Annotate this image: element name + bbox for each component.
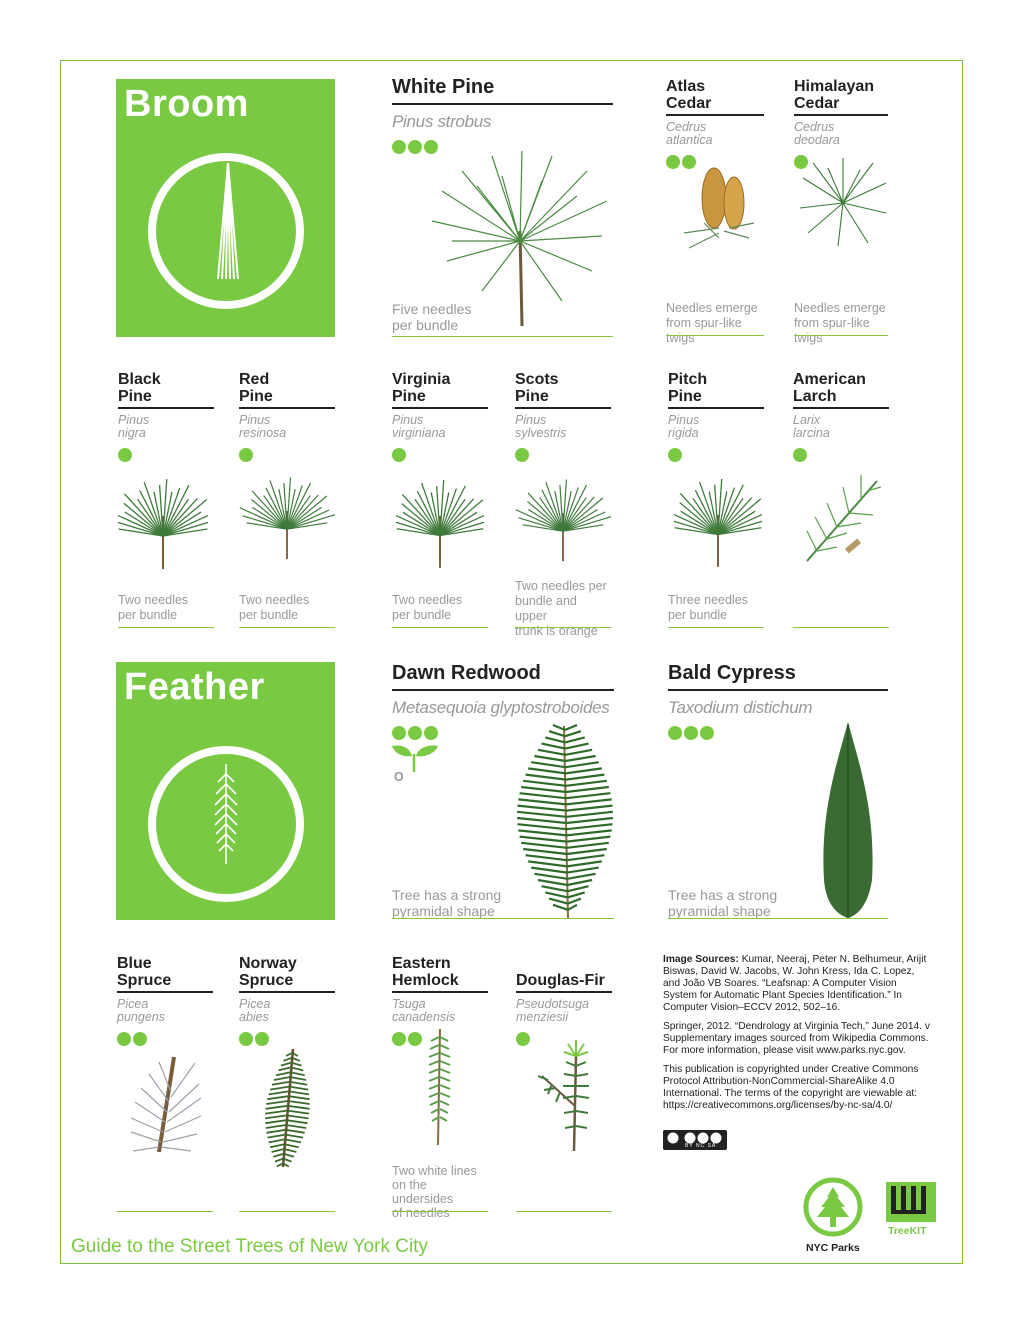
size-dot — [700, 726, 714, 740]
tree-name: Red Pine — [239, 371, 335, 409]
creative-commons-badge — [663, 1130, 727, 1150]
size-dot — [668, 726, 682, 740]
virginia-pine-image — [396, 461, 484, 571]
tree-latin-name: Larix larcina — [793, 413, 830, 440]
divider — [794, 335, 888, 336]
tree-name: Douglas-Fir — [516, 972, 612, 993]
tree-latin-name: Pinus resinosa — [239, 413, 287, 440]
size-dot — [684, 726, 698, 740]
tree-note: Five needles per bundle — [392, 301, 472, 333]
tree-card-himalayan-cedar — [794, 78, 888, 345]
size-dot — [255, 1032, 269, 1046]
tree-name: Blue Spruce — [117, 955, 213, 993]
tree-name: Virginia Pine — [392, 371, 488, 409]
divider — [515, 627, 611, 628]
tree-name: Eastern Hemlock — [392, 955, 488, 993]
tree-name: Atlas Cedar — [666, 78, 764, 116]
tree-card-pitch-pine — [668, 371, 764, 629]
tree-card-norway-spruce — [239, 955, 335, 1213]
broom-icon — [146, 151, 306, 311]
feather-icon — [146, 744, 306, 904]
tree-card-bald-cypress — [668, 662, 888, 920]
size-dot — [118, 448, 132, 462]
tree-card-white-pine — [392, 76, 613, 338]
divider — [118, 627, 214, 628]
deciduous-badge: O — [394, 770, 404, 784]
tree-latin-name: Cedrus atlantica — [666, 120, 713, 147]
divider — [793, 627, 889, 628]
divider — [666, 335, 764, 336]
divider — [392, 627, 488, 628]
himalayan-cedar-image — [798, 158, 888, 248]
american-larch-image — [797, 461, 887, 571]
size-dots — [515, 448, 611, 462]
tree-card-red-pine — [239, 371, 335, 629]
tree-latin-name: Pinus strobus — [392, 112, 492, 131]
norway-spruce-image — [257, 1045, 317, 1170]
blue-spruce-image — [119, 1047, 209, 1157]
tree-latin-name: Picea abies — [239, 997, 271, 1024]
tree-latin-name: Pseudotsuga menziesii — [516, 997, 589, 1024]
divider — [668, 918, 888, 919]
divider — [516, 1211, 612, 1212]
tree-card-dawn-redwood — [392, 662, 614, 920]
tree-name: Bald Cypress — [668, 662, 888, 691]
divider — [392, 918, 614, 919]
dawn-redwood-image — [514, 722, 614, 922]
category-feather — [116, 662, 335, 920]
size-dot — [392, 726, 406, 740]
size-dots — [239, 1032, 335, 1046]
tree-note: Two needles per bundle and upper trunk is orange — [515, 579, 607, 638]
size-dots — [117, 1032, 213, 1046]
scots-pine-image — [515, 463, 611, 563]
divider — [392, 1211, 488, 1212]
tree-latin-name: Pinus nigra — [118, 413, 150, 440]
nyc-parks-logo — [803, 1177, 863, 1237]
tree-note: Tree has a strong pyramidal shape — [668, 887, 778, 919]
tree-name: Norway Spruce — [239, 955, 335, 993]
size-dots — [793, 448, 889, 462]
tree-note: Tree has a strong pyramidal shape — [392, 887, 502, 919]
tree-latin-name: Cedrus deodara — [794, 120, 840, 147]
credits-sources: Kumar, Neeraj, Peter N. Belhumeur, Arijit Biswas, David W. Jacobs, W. John Kress, Ida C. Lopez, and João VB Soares. “Leafsnap: A Computer Vision System for Automatic Plant Species Identification.” In Computer Vision–ECCV 2012, 502–16. — [663, 954, 927, 1013]
tree-card-black-pine — [118, 371, 214, 629]
tree-latin-name: Pinus sylvestris — [515, 413, 567, 440]
size-dot — [392, 1032, 406, 1046]
cc-badge-text: BY NC SA — [685, 1143, 717, 1149]
tree-card-blue-spruce — [117, 955, 213, 1213]
category-title: Broom — [124, 83, 249, 125]
size-dots — [392, 448, 488, 462]
tree-name: Scots Pine — [515, 371, 611, 409]
tree-latin-name: Picea pungens — [117, 997, 165, 1024]
tree-latin-name: Taxodium distichum — [668, 698, 813, 717]
divider — [392, 336, 613, 337]
treekit-label: TreeKIT — [888, 1225, 927, 1237]
nyc-parks-label: NYC Parks — [806, 1242, 860, 1254]
divider — [668, 627, 764, 628]
size-dots — [118, 448, 214, 462]
tree-note: Needles emerge from spur-like twigs — [794, 301, 886, 345]
tree-card-douglas-fir — [516, 972, 612, 1213]
size-dot — [392, 140, 406, 154]
tree-note: Two needles per bundle — [392, 593, 463, 622]
image-credits — [663, 954, 933, 1119]
size-dot — [408, 140, 422, 154]
tree-note: Two needles per bundle — [239, 593, 310, 622]
pitch-pine-image — [674, 459, 762, 571]
tree-name: Himalayan Cedar — [794, 78, 888, 116]
bald-cypress-image — [818, 720, 878, 920]
eastern-hemlock-image — [418, 1027, 458, 1147]
size-dot — [239, 1032, 253, 1046]
size-dot — [117, 1032, 131, 1046]
red-pine-image — [239, 461, 335, 561]
tree-name: Black Pine — [118, 371, 214, 409]
tree-name: Dawn Redwood — [392, 662, 614, 691]
category-title: Feather — [124, 666, 265, 708]
tree-latin-name: Tsuga canadensis — [392, 997, 456, 1024]
size-dot — [515, 448, 529, 462]
size-dot — [239, 448, 253, 462]
douglas-fir-image — [524, 1036, 604, 1156]
tree-card-virginia-pine — [392, 371, 488, 629]
tree-name: American Larch — [793, 371, 889, 409]
tree-latin-name: Pinus rigida — [668, 413, 700, 440]
divider — [239, 627, 335, 628]
divider — [239, 1211, 335, 1212]
atlas-cedar-image — [674, 153, 764, 253]
black-pine-image — [118, 461, 208, 571]
credits-springer: Springer, 2012. “Dendrology at Virginia Tech,” June 2014. v Supplementary images sourced from Wikipedia Commons. For more information, please visit www.parks.nyc.gov. — [663, 1021, 930, 1056]
tree-note: Two white lines on the undersides of needles — [392, 1164, 477, 1220]
tree-latin-name: Metasequoia glyptostroboides — [392, 698, 610, 717]
credits-license: This publication is copyrighted under Creative Commons Protocol Attribution-NonCommercial-ShareAlike 4.0 International. The terms of the copyright are viewable at: https://creativecommons.org/licenses/by-nc-sa/4.0/ — [663, 1064, 919, 1111]
tree-note: Two needles per bundle — [118, 593, 189, 622]
tree-card-scots-pine — [515, 371, 611, 638]
divider — [117, 1211, 213, 1212]
size-dot — [793, 448, 807, 462]
size-dot — [133, 1032, 147, 1046]
tree-name: Pitch Pine — [668, 371, 764, 409]
category-broom — [116, 79, 335, 337]
tree-latin-name: Pinus virginiana — [392, 413, 446, 440]
treekit-logo — [886, 1182, 936, 1222]
credits-label: Image Sources: — [663, 954, 739, 965]
size-dot — [424, 726, 438, 740]
tree-note: Three needles per bundle — [668, 593, 748, 622]
tree-card-eastern-hemlock — [392, 955, 488, 1220]
size-dots — [239, 448, 335, 462]
tree-card-atlas-cedar — [666, 78, 764, 345]
size-dot — [392, 448, 406, 462]
footer-title: Guide to the Street Trees of New York City — [71, 1236, 428, 1257]
size-dot — [408, 726, 422, 740]
tree-note: Needles emerge from spur-like twigs — [666, 301, 758, 345]
tree-card-american-larch — [793, 371, 889, 629]
tree-name: White Pine — [392, 76, 613, 105]
